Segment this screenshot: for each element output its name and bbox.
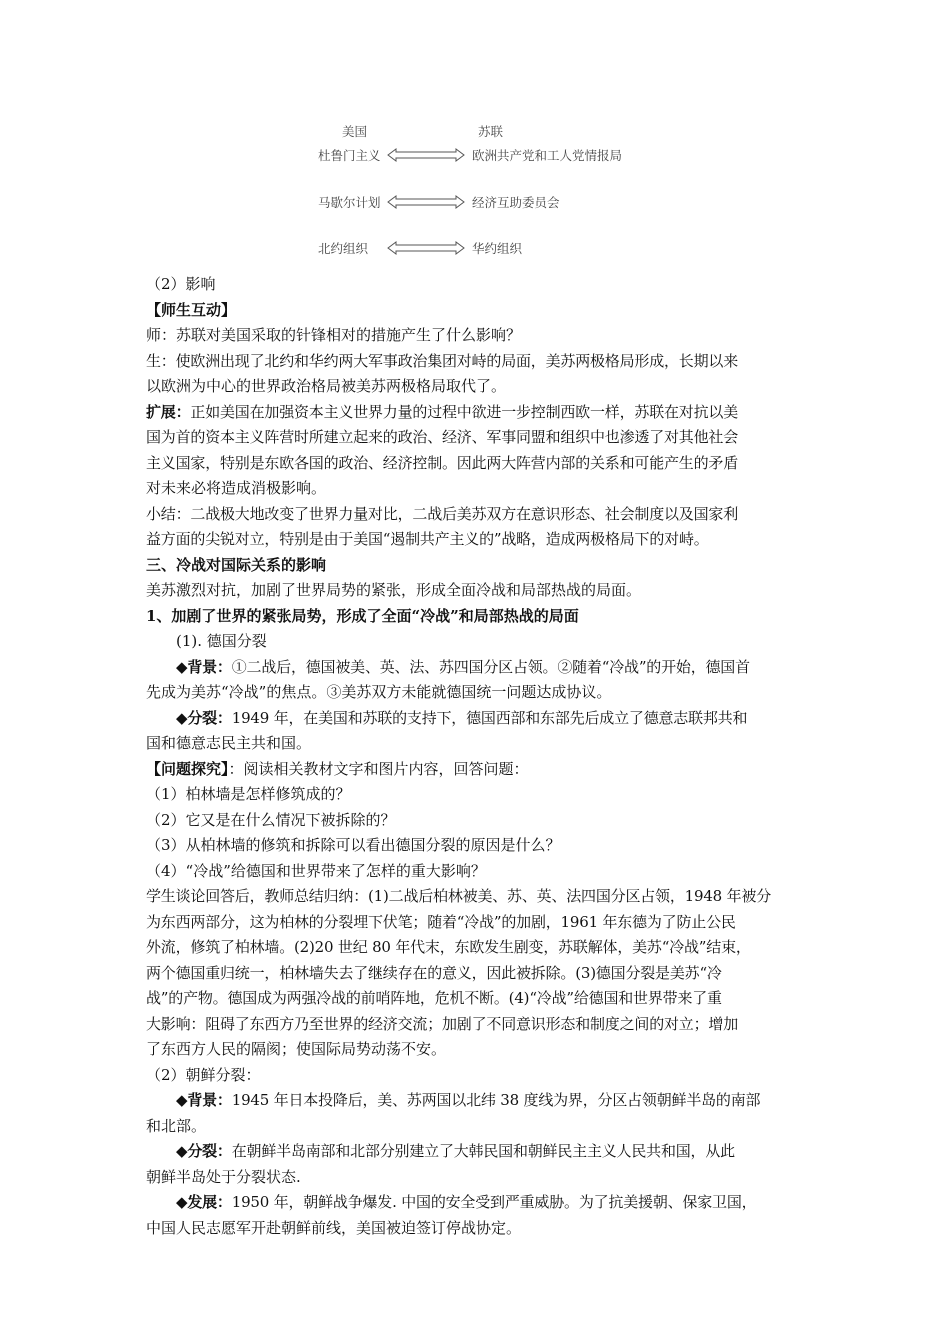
paragraph-line: 生：使欧洲出现了北约和华约两大军事政治集团对峙的局面，美苏两极格局形成，长期以来 bbox=[146, 351, 739, 370]
ussr-header: 苏联 bbox=[478, 124, 504, 139]
section-label-interaction: 【师生互动】 bbox=[146, 300, 237, 319]
paragraph-line: 国为首的资本主义阵营时所建立起来的政治、经济、军事同盟和组织中也渗透了对其他社会 bbox=[146, 428, 739, 446]
paragraph-line: 小结：二战极大地改变了世界力量对比，二战后美苏双方在意识形态、社会制度以及国家利 bbox=[146, 504, 739, 523]
paragraph-line bbox=[146, 706, 810, 732]
cominform-label: 欧洲共产党和工人党情报局 bbox=[472, 148, 623, 163]
paragraph-line bbox=[146, 1088, 810, 1114]
paragraph-line: 外流，修筑了柏林墙。(2)20 世纪 80 年代末，东欧发生剧变，苏联解体，美苏“冷战”结束， bbox=[146, 938, 751, 956]
warsaw-pact-label: 华约组织 bbox=[472, 241, 523, 256]
paragraph-line: 战”的产物。德国成为两强冷战的前哨阵地，危机不断。(4)“冷战”给德国和世界带来了重 bbox=[146, 989, 722, 1007]
paragraph-line: 大影响：阻碍了东西方乃至世界的经济交流；加剧了不同意识形态和制度之间的对立；增加 bbox=[146, 1014, 739, 1033]
paragraph-line: 和北部。 bbox=[146, 1116, 207, 1135]
background-label: ◆背景： bbox=[176, 1091, 232, 1109]
paragraph-line: 朝鲜半岛处于分裂状态. bbox=[146, 1167, 301, 1186]
background-label: ◆背景： bbox=[176, 657, 232, 676]
marshall-plan-label: 马歇尔计划 bbox=[318, 195, 381, 210]
double-arrow-icon bbox=[386, 241, 466, 255]
question-3: （3）从柏林墙的修筑和拆除可以看出德国分裂的原因是什么？ bbox=[146, 836, 561, 854]
paragraph-text: 1950 年，朝鲜战争爆发. 中国的安全受到严重威胁。为了抗美援朝、保家卫国， bbox=[231, 1193, 757, 1211]
paragraph-line: 为东西两部分，这为柏林的分裂埋下伏笔；随着“冷战”的加剧，1961 年东德为了防止公民 bbox=[146, 912, 736, 931]
inquiry-label: 【问题探究】 bbox=[146, 759, 229, 778]
paragraph-line: 益方面的尖锐对立，特别是由于美国“遏制共产主义的”战略，造成两极格局下的对峙。 bbox=[146, 530, 709, 548]
subheading-influence: （2）影响 bbox=[146, 275, 216, 293]
paragraph-line bbox=[146, 655, 810, 681]
paragraph-line bbox=[146, 757, 810, 783]
document-body bbox=[146, 272, 810, 1241]
paragraph-line: 对未来必将造成消极影响。 bbox=[146, 479, 327, 497]
paragraph-line: 先成为美苏“冷战”的焦点。③美苏双方未能就德国统一问题达成协议。 bbox=[146, 683, 612, 701]
double-arrow-icon bbox=[386, 148, 466, 162]
paragraph-line: 美苏激烈对抗，加剧了世界局势的紧张，形成全面冷战和局部热战的局面。 bbox=[146, 581, 642, 599]
paragraph-text: ：阅读相关教材文字和图片内容，回答问题： bbox=[228, 759, 529, 778]
truman-doctrine-label: 杜鲁门主义 bbox=[318, 148, 381, 163]
paragraph-line: 两个德国重归统一，柏林墙失去了继续存在的意义，因此被拆除。(3)德国分裂是美苏“冷 bbox=[146, 963, 722, 982]
paragraph-line: 以欧洲为中心的世界政治格局被美苏两极格局取代了。 bbox=[146, 377, 507, 395]
paragraph-line bbox=[146, 1190, 810, 1216]
extension-label: 扩展： bbox=[146, 402, 191, 421]
question-2: （2）它又是在什么情况下被拆除的？ bbox=[146, 810, 396, 829]
paragraph-line bbox=[146, 1139, 810, 1165]
paragraph-line: 中国人民志愿军开赴朝鲜前线，美国被迫签订停战协定。 bbox=[146, 1218, 522, 1237]
paragraph-text: 1949 年，在美国和苏联的支持下，德国西部和东部先后成立了德意志联邦共和 bbox=[231, 708, 748, 727]
subsection-heading-1: 1、加剧了世界的紧张局势，形成了全面“冷战”和局部热战的局面 bbox=[146, 606, 579, 625]
comecon-label: 经济互助委员会 bbox=[472, 195, 560, 210]
question-1: （1）柏林墙是怎样修筑成的？ bbox=[146, 785, 351, 803]
paragraph-text: 1945 年日本投降后，美、苏两国以北纬 38 度线为界，分区占领朝鲜半岛的南部 bbox=[231, 1091, 761, 1109]
development-label: ◆发展： bbox=[176, 1193, 232, 1211]
paragraph-text: ①二战后，德国被美、英、法、苏四国分区占领。②随着“冷战”的开始，德国首 bbox=[231, 657, 750, 676]
us-ussr-diagram bbox=[290, 118, 710, 268]
usa-header: 美国 bbox=[342, 124, 368, 139]
item-heading-korea: （2）朝鲜分裂： bbox=[146, 1065, 261, 1084]
split-label: ◆分裂： bbox=[176, 1142, 232, 1160]
item-heading-germany: (1). 德国分裂 bbox=[176, 632, 267, 650]
double-arrow-icon bbox=[386, 195, 466, 209]
paragraph-line: 学生谈论回答后，教师总结归纳：(1)二战后柏林被美、苏、英、法四国分区占领，1948 年被分 bbox=[146, 887, 771, 905]
paragraph-line: 师：苏联对美国采取的针锋相对的措施产生了什么影响？ bbox=[146, 326, 522, 344]
paragraph-text: 正如美国在加强资本主义世界力量的过程中欲进一步控制西欧一样，苏联在对抗以美 bbox=[190, 402, 739, 421]
paragraph-line: 国和德意志民主共和国。 bbox=[146, 734, 312, 752]
paragraph-text: 在朝鲜半岛南部和北部分别建立了大韩民国和朝鲜民主主义人民共和国，从此 bbox=[231, 1142, 735, 1160]
split-label: ◆分裂： bbox=[176, 708, 232, 727]
nato-label: 北约组织 bbox=[318, 241, 369, 256]
paragraph-line: 了东西方人民的隔阂；使国际局势动荡不安。 bbox=[146, 1040, 447, 1058]
question-4: （4）“冷战”给德国和世界带来了怎样的重大影响？ bbox=[146, 861, 486, 880]
paragraph-line: 主义国家，特别是东欧各国的政治、经济控制。因此两大阵营内部的关系和可能产生的矛盾 bbox=[146, 453, 739, 472]
paragraph-line bbox=[146, 400, 810, 426]
section-heading-3: 三、冷战对国际关系的影响 bbox=[146, 555, 327, 574]
